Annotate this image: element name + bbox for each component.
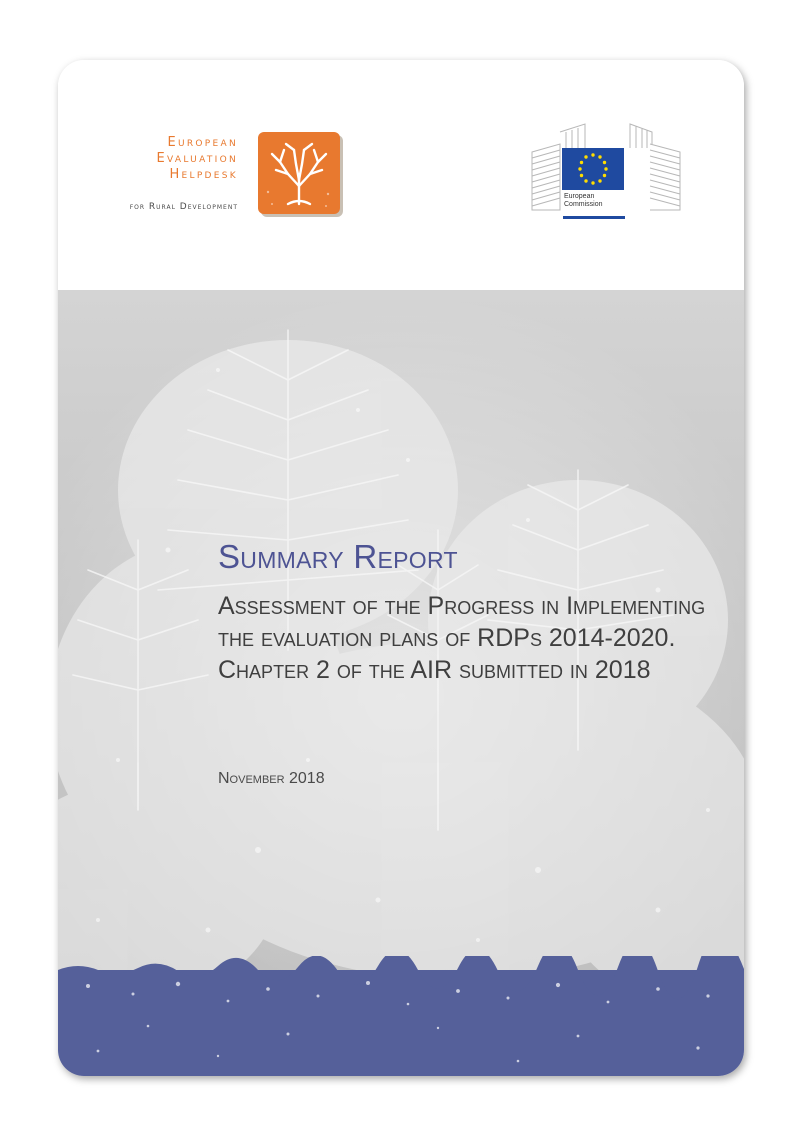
cover-footer-band — [58, 970, 744, 1076]
eeh-line-european: European — [167, 135, 238, 150]
ec-line-european: European — [564, 193, 595, 200]
eeh-wordmark — [98, 135, 238, 183]
cover-subtitle: Assessment of the Progress in Implementing the evaluation plans of RDPs 2014-2020. Chapter 2 of the AIR submitted in 2018 — [218, 592, 706, 684]
frost-speckle-edge — [58, 956, 744, 1076]
eeh-subline: for Rural Development — [129, 202, 238, 212]
ec-line-commission: Commission — [564, 201, 603, 208]
tree-logo-icon — [258, 132, 346, 220]
eu-flag-building-icon — [530, 122, 685, 222]
cover-header — [58, 60, 744, 290]
eeh-line-helpdesk: Helpdesk — [169, 167, 238, 182]
ec-wordmark — [564, 193, 603, 209]
ec-underline — [563, 216, 625, 219]
cover-date: November 2018 — [218, 770, 325, 787]
cover-title: Summary Report — [218, 538, 458, 575]
report-cover — [58, 60, 744, 1076]
eeh-line-evaluation: Evaluation — [156, 151, 238, 166]
